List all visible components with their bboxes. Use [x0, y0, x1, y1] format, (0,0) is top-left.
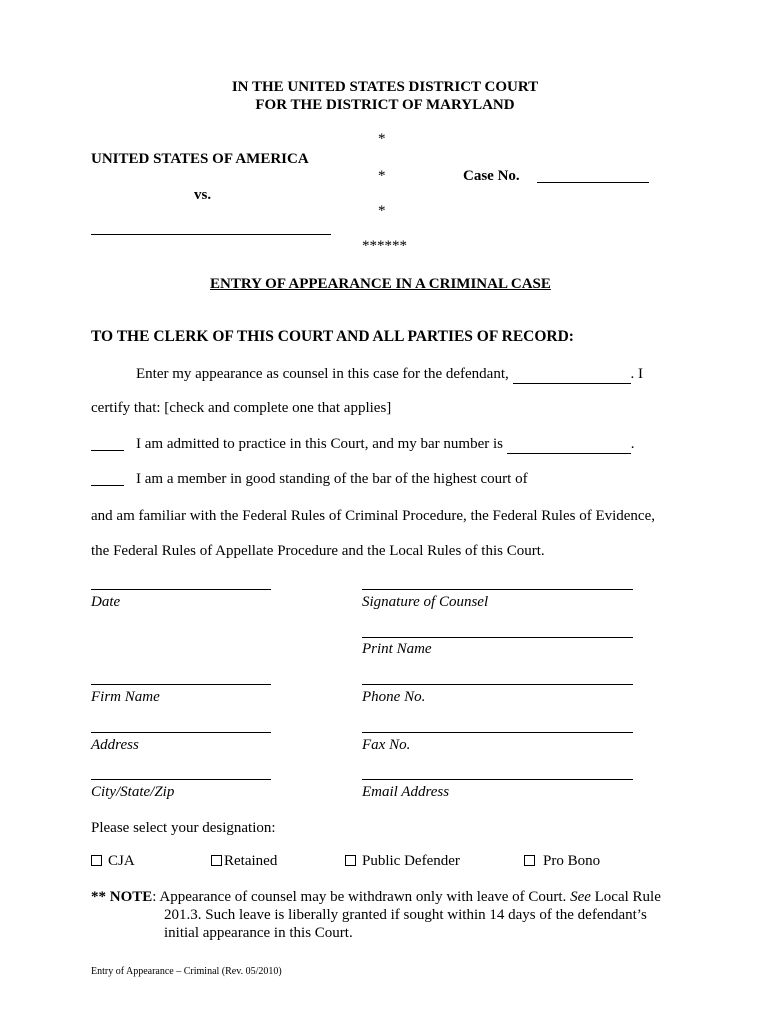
footer: Entry of Appearance – Criminal (Rev. 05/2010)	[91, 966, 282, 977]
fax-label: Fax No.	[362, 737, 411, 753]
phone-label: Phone No.	[362, 689, 426, 705]
paragraph-2: certify that: [check and complete one that applies]	[91, 400, 392, 416]
option-2-blank[interactable]	[91, 485, 124, 486]
paragraph-1-end: . I	[630, 366, 644, 382]
paragraph-3: and am familiar with the Federal Rules of Criminal Procedure, the Federal Rules of Evidence,	[91, 508, 655, 524]
designation-public-defender[interactable]	[345, 853, 460, 870]
case-no-field[interactable]	[537, 182, 649, 183]
designation-retained[interactable]	[211, 853, 277, 870]
case-no-label: Case No.	[463, 168, 520, 184]
city-state-zip-line[interactable]	[91, 779, 271, 780]
note-line-3: initial appearance in this Court.	[164, 925, 353, 941]
caption-stars-row: ******	[362, 238, 407, 254]
paragraph-1	[136, 366, 643, 384]
option-1-blank[interactable]	[91, 450, 124, 451]
plaintiff-name: UNITED STATES OF AMERICA	[91, 151, 309, 167]
note-line-2: 201.3. Such leave is liberally granted if sought within 14 days of the defendant’s	[164, 907, 647, 923]
option-1	[136, 436, 635, 454]
note-label: ** NOTE	[91, 889, 153, 905]
checkbox-icon[interactable]	[91, 855, 102, 866]
defendant-name-field[interactable]	[91, 234, 331, 235]
option-1-text: I am admitted to practice in this Court, and my bar number is	[136, 436, 503, 452]
date-label: Date	[91, 594, 121, 610]
designation-public-defender-label: Public Defender	[362, 853, 460, 869]
designation-retained-label: Retained	[224, 853, 278, 869]
fax-line[interactable]	[362, 732, 633, 733]
option-1-end: .	[630, 436, 635, 452]
checkbox-icon[interactable]	[345, 855, 356, 866]
paragraph-1-text: Enter my appearance as counsel in this case for the defendant,	[136, 366, 509, 382]
address-label: Address	[91, 737, 139, 753]
option-2-text: I am a member in good standing of the bar of the highest court of	[136, 471, 528, 487]
firm-name-line[interactable]	[91, 684, 271, 685]
defendant-field[interactable]	[513, 366, 631, 384]
district-name: FOR THE DISTRICT OF MARYLAND	[255, 97, 515, 113]
note-text-1-end: Local Rule	[590, 889, 661, 905]
checkbox-icon[interactable]	[524, 855, 535, 866]
print-name-label: Print Name	[362, 641, 432, 657]
court-name: IN THE UNITED STATES DISTRICT COURT	[231, 79, 539, 95]
bar-number-field[interactable]	[507, 436, 631, 454]
versus: vs.	[194, 187, 212, 203]
signature-label: Signature of Counsel	[362, 594, 489, 610]
caption-star-1: *	[378, 131, 386, 147]
email-line[interactable]	[362, 779, 633, 780]
address-line[interactable]	[91, 732, 271, 733]
email-label: Email Address	[362, 784, 450, 800]
designation-pro-bono-label: Pro Bono	[543, 853, 601, 869]
designation-pro-bono[interactable]	[524, 853, 600, 870]
caption-star-2: *	[378, 168, 386, 184]
addressee: TO THE CLERK OF THIS COURT AND ALL PARTIES OF RECORD:	[91, 328, 574, 345]
paragraph-4: the Federal Rules of Appellate Procedure and the Local Rules of this Court.	[91, 543, 545, 559]
note-text-1: : Appearance of counsel may be withdrawn only with leave of Court.	[152, 889, 571, 905]
firm-name-label: Firm Name	[91, 689, 160, 705]
designation-prompt: Please select your designation:	[91, 820, 276, 836]
designation-cja-label: CJA	[108, 853, 135, 869]
note-see: See	[570, 889, 591, 905]
city-state-zip-label: City/State/Zip	[91, 784, 175, 800]
document-title: ENTRY OF APPEARANCE IN A CRIMINAL CASE	[210, 276, 551, 292]
print-name-line[interactable]	[362, 637, 633, 638]
date-line[interactable]	[91, 589, 271, 590]
phone-line[interactable]	[362, 684, 633, 685]
note-line-1	[91, 889, 661, 906]
checkbox-icon[interactable]	[211, 855, 222, 866]
signature-line[interactable]	[362, 589, 633, 590]
caption-star-3: *	[378, 203, 386, 219]
designation-cja[interactable]	[91, 853, 135, 870]
